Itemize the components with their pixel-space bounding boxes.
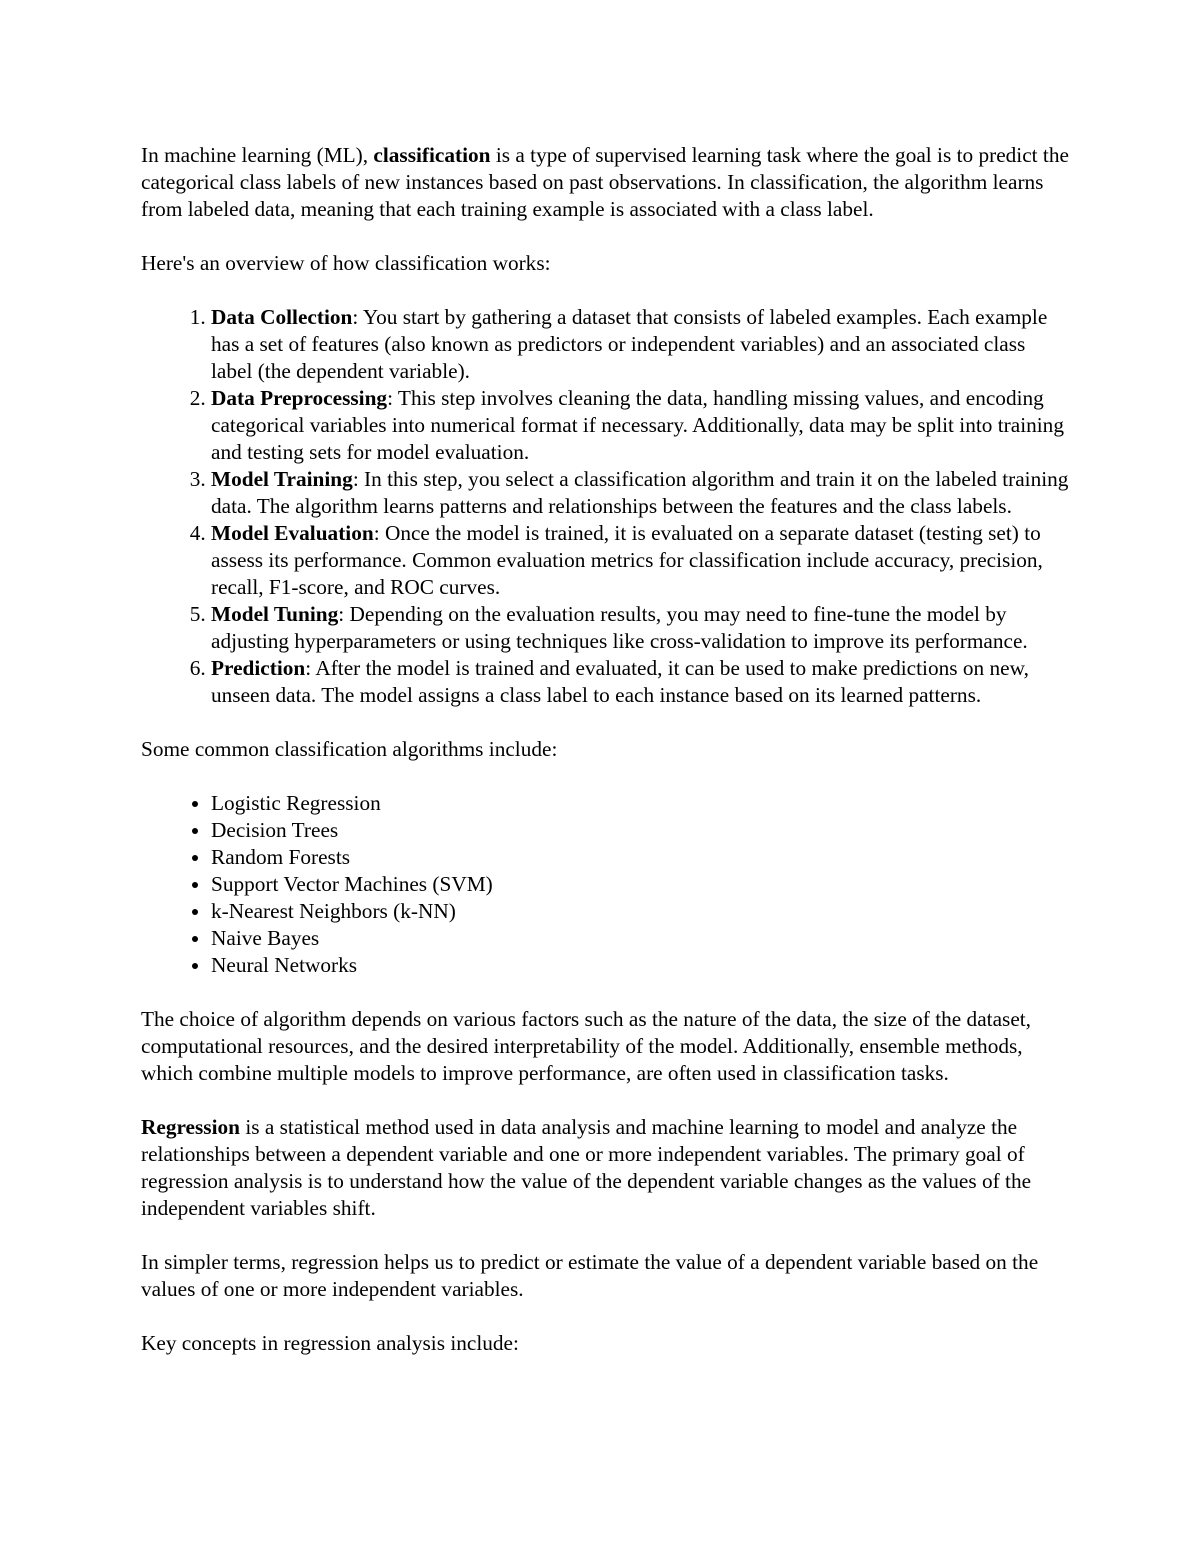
step-text: : You start by gathering a dataset that consists of labeled examples. Each example has a set of features (also known as predictors or independent variables) and an associated class label (the dependent variable). (211, 305, 1048, 383)
intro-paragraph (141, 142, 1071, 223)
step-term: Prediction (211, 656, 306, 680)
list-item: • Support Vector Machines (SVM) (211, 871, 1071, 898)
intro-text-after: is a type of supervised learning task where the goal is to predict the categorical class labels of new instances based on past observations. In classification, the algorithm learns from labeled data, meaning that each training example is associated with a class label. (141, 143, 1069, 221)
algorithms-lead: Some common classification algorithms include: (141, 737, 558, 761)
list-item (211, 466, 1071, 520)
intro-text-before: In machine learning (ML), (141, 143, 374, 167)
list-item: • k-Nearest Neighbors (k-NN) (211, 898, 1071, 925)
list-item (211, 655, 1071, 709)
list-item: • Logistic Regression (211, 790, 1071, 817)
algorithms-list (141, 790, 1071, 979)
regression-text: is a statistical method used in data analysis and machine learning to model and analyze the relationships between a dependent variable and one or more independent variables. The primary goal of regression analysis is to understand how the value of the dependent variable changes as the values of the independent variables shift. (141, 1115, 1032, 1220)
regression-term: Regression (141, 1115, 240, 1139)
regression-paragraph (141, 1114, 1071, 1222)
simpler-paragraph: In simpler terms, regression helps us to predict or estimate the value of a dependent variable based on the values of one or more independent variables. (141, 1250, 1039, 1301)
intro-term-classification: classification (373, 143, 491, 167)
step-text: : Depending on the evaluation results, you may need to fine-tune the model by adjusting hyperparameters or using techniques like cross-validation to improve its performance. (211, 602, 1028, 653)
step-term: Model Tuning (211, 602, 339, 626)
list-item (211, 304, 1071, 385)
document-page (141, 142, 1071, 1384)
list-item (211, 385, 1071, 466)
list-item (211, 601, 1071, 655)
list-item: • Random Forests (211, 844, 1071, 871)
list-item: • Naive Bayes (211, 925, 1071, 952)
step-term: Data Collection (211, 305, 353, 329)
key-concepts-lead: Key concepts in regression analysis include: (141, 1331, 519, 1355)
step-term: Model Training (211, 467, 353, 491)
step-text: : After the model is trained and evaluated, it can be used to make predictions on new, unseen data. The model assigns a class label to each instance based on its learned patterns. (211, 656, 1029, 707)
step-text: : This step involves cleaning the data, handling missing values, and encoding categorical variables into numerical format if necessary. Additionally, data may be split into training and testing sets for model evaluation. (211, 386, 1064, 464)
step-text: : Once the model is trained, it is evaluated on a separate dataset (testing set) to assess its performance. Common evaluation metrics for classification include accuracy, precision, recall, F1-score, and ROC curves. (211, 521, 1043, 599)
overview-lead: Here's an overview of how classification works: (141, 251, 551, 275)
list-item: • Decision Trees (211, 817, 1071, 844)
step-term: Data Preprocessing (211, 386, 388, 410)
list-item (211, 520, 1071, 601)
step-text: : In this step, you select a classification algorithm and train it on the labeled training data. The algorithm learns patterns and relationships between the features and the class labels. (211, 467, 1069, 518)
step-term: Model Evaluation (211, 521, 374, 545)
list-item: • Neural Networks (211, 952, 1071, 979)
choice-paragraph: The choice of algorithm depends on various factors such as the nature of the data, the size of the dataset, computational resources, and the desired interpretability of the model. Additionally, ensemble methods, which combine multiple models to improve performance, are often used in classification tasks. (141, 1007, 1032, 1085)
steps-list (141, 304, 1071, 709)
